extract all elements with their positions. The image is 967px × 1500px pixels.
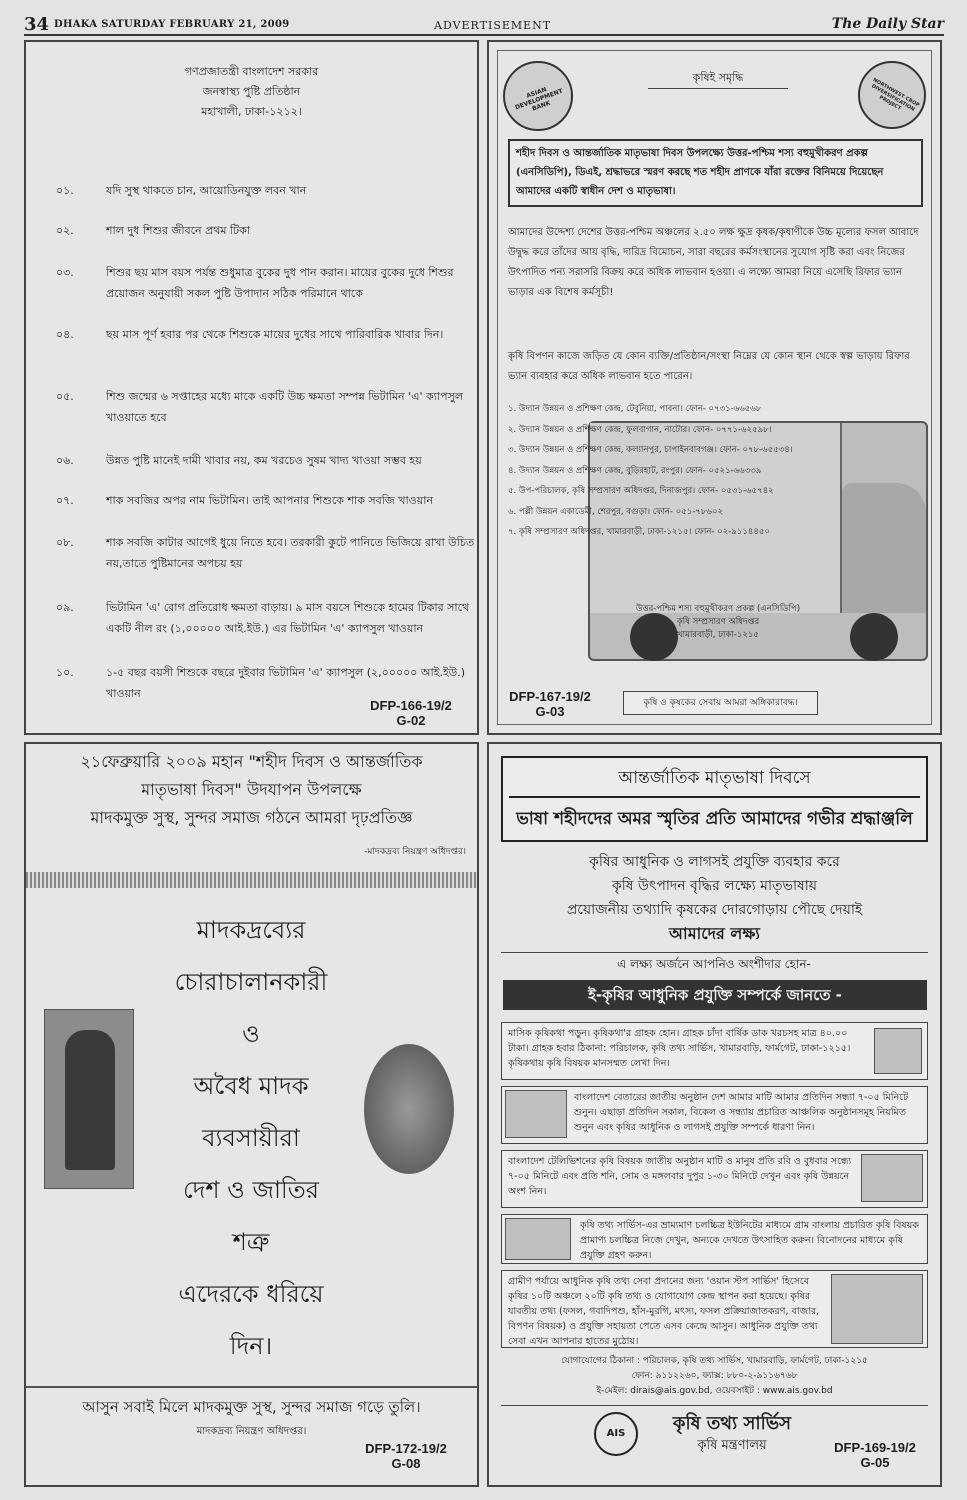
figure-shape	[65, 1030, 115, 1170]
location-item: ৪. উদ্যান উন্নয়ন ও প্রশিক্ষণ কেন্দ্র, বুড়িরহাট, রংপুর। ফোন- ০৫২১-৬৬৩৩৯	[508, 465, 762, 476]
page-header	[24, 14, 944, 36]
join-text: এ লক্ষ্য অর্জনে আপনিও অংশীদার হোন-	[617, 957, 811, 971]
ad-heading	[26, 62, 477, 122]
info-box-radio: বাংলাদেশ বেতারের জাতীয় অনুষ্ঠান দেশ আমার মাটি আমার প্রতিদিন সন্ধ্যা ৭-০৫ মিনিটে শুনুন। এছাড়া প্রতিদিন সকাল, বিকেল ও সন্ধ্যায় প্রচারিত আঞ্চলিক অনুষ্ঠানসমূহ নিয়মিত শুনুন এবং কৃষির আধুনিক ও লাগসই প্রযুক্তি সম্পর্কে ধারণা নিন।	[501, 1086, 928, 1144]
adb-logo-text: ASIAN DEVELOPMENT BANK	[514, 86, 564, 113]
caption-line: উত্তর-পশ্চিম শস্য বহুমুখীকরণ প্রকল্প (এনসিডিপি)	[635, 604, 801, 614]
ad-code-line: DFP-166-19/2	[370, 698, 452, 713]
org-name: কৃষি তথ্য সার্ভিস	[672, 1413, 792, 1434]
ais-logo: AIS	[594, 1412, 638, 1456]
main-message	[126, 904, 376, 1372]
adb-logo	[503, 61, 573, 131]
bottom-message: আসুন সবাই মিলে মাদকমুক্ত সুস্থ, সুন্দর সমাজ গড়ে তুলি।	[82, 1398, 421, 1416]
tip-text: শাক সবজির অপর নাম ভিটামিন। তাই আপনার শিশুকে শাক সবজি খাওয়ান	[106, 494, 434, 507]
computer-center-image	[831, 1274, 923, 1344]
silhouette-figure-image	[44, 1009, 134, 1189]
heading-line: মহাখালী, ঢাকা-১২১২।	[201, 105, 302, 118]
location-item: ৫. উপ-পরিচালক, কৃষি সম্প্রসারণ অধিদপ্তর, দিনাজপুর। ফোন- ০৫৩১-৬৫৭৪২	[508, 486, 774, 496]
tribute-banner	[501, 756, 928, 842]
info-box-mobile-cinema: কৃষি তথ্য সার্ভিস-এর ভ্রাম্যমাণ চলচ্চিত্র ইউনিটের মাধ্যমে গ্রাম বাংলায় প্রচারিত কৃষি বিষয়ক প্রামাণ্য চলচ্চিত্র নিজে দেখুন, অন্যকে দেখতে উৎসাহিত করুন। বিনোদনের মাধ্যমে কৃষি প্রযুক্তি গ্রহণ করুন।	[501, 1214, 928, 1264]
mission-line: প্রয়োজনীয় তথ্যাদি কৃষকের দোরগোড়ায় পৌছে দেয়াই	[566, 902, 863, 918]
ad-code-line: DFP-169-19/2	[834, 1440, 916, 1455]
tip-text: উন্নত পুষ্টি মানেই দামী খাবার নয়, কম খরচেও সুষম খাদ্য খাওয়া সম্ভব হয়	[106, 454, 422, 467]
divider	[26, 1386, 477, 1388]
ad-code	[356, 1441, 456, 1471]
radio-audience-image	[505, 1090, 567, 1138]
goal-text: আমাদের লক্ষ্য	[669, 924, 760, 943]
info-box-one-stop: গ্রামীণ পর্যায়ে আধুনিক কৃষি তথ্য সেবা প্রদানের জন্য 'ওয়ান স্টপ সার্ভিস' হিসেবে কৃষির ১০টি অঞ্চলে ২০টি কৃষি তথ্য ও যোগাযোগ কেন্দ্র স্থাপন করা হয়েছে। কৃষির যাবতীয় তথ্য (ফসল, গবাদিপশু, হাঁস-মুরগি, মৎস্য, ফসল প্রক্রিয়াজাতকরণ, বাজার, বিপণন বিষয়ক) ও প্রযুক্তি সহায়তা পেতে এসব কেন্দ্রে আসুন। আধুনিক প্রযুক্তি তথ্য সেবা এখন আপনার হাতের মুঠোয়।	[501, 1270, 928, 1348]
ncdp-logo-text: NORTHWEST CROP DIVERSIFICATION PROJECT	[870, 77, 921, 113]
van-wheel	[850, 613, 898, 661]
tip-number: ০৬.	[56, 454, 74, 467]
heading-line: গণপ্রজাতন্ত্রী বাংলাদেশ সরকার	[184, 65, 319, 78]
message-line: শত্রু	[232, 1228, 270, 1256]
tip-item	[56, 220, 466, 242]
tip-number: ০৮.	[56, 536, 74, 549]
ad-code	[361, 698, 461, 728]
tip-item	[56, 180, 466, 202]
tip-item	[56, 597, 470, 641]
ais-ad	[487, 742, 942, 1487]
location-item: ৭. কৃষি সম্প্রসারণ অধিদপ্তর, খামারবাড়ী, ঢাকা-১২১৫। ফোন- ০২-৯১১৪৪৫০	[508, 527, 770, 537]
ncdp-ad	[487, 40, 942, 735]
statement-line: ২১ফেব্রুয়ারি ২০০৯ মহান "শহীদ দিবস ও আন্তর্জাতিক	[80, 752, 423, 771]
message-line: অবৈধ মাদক	[193, 1072, 309, 1100]
ad-paragraph: কৃষি বিপণন কাজে জড়িত যে কোন ব্যক্তি/প্রতিষ্ঠান/সংস্থা নিম্নের যে কোন স্থান থেকে স্বল্প ভাড়ায় রিফার ভ্যান ব্যবহার করে অধিক লাভবান হতে পারেন।	[508, 351, 910, 382]
tribute-box: শহীদ দিবস ও আন্তর্জাতিক মাতৃভাষা দিবস উপলক্ষ্যে উত্তর-পশ্চিম শস্য বহুমুখীকরণ প্রকল্প (এনসিডিপি), ডিএই, শ্রদ্ধাভরে স্মরণ করছে শত শহীদ প্রাণকে যাঁরা রক্তের বিনিময়ে দিয়েছেন আমাদের একটি স্বাধীন দেশ ও মাতৃভাষা।	[508, 139, 923, 207]
info-box-television: বাংলাদেশ টেলিভিশনের কৃষি বিষয়ক জাতীয় অনুষ্ঠান মাটি ও মানুষ প্রতি রবি ও বুধবার সন্ধ্যে ৭-০৫ মিনিটে এবং প্রতি শনি, সোম ও মঙ্গলবার দুপুর ১-৩০ মিনিটে দেখুন এবং কৃষি উন্নয়নে অংশ নিন।	[501, 1150, 928, 1208]
tip-number: ০৩.	[56, 266, 74, 279]
tv-program-image	[861, 1154, 923, 1202]
heading-line: জনস্বাস্থ্য পুষ্টি প্রতিষ্ঠান	[202, 85, 301, 98]
tip-text: শাক সবজি কাটার আগেই ধুয়ে নিতে হবে। তরকারী কুটে পানিতে ভিজিয়ে রাখা উচিত নয়,তাতে পুষ্টিমানের অপচয় হয়	[106, 536, 475, 570]
tip-text: শিশু জন্মের ৬ সপ্তাহের মধ্যে মাকে একটি উচ্চ ক্ষমতা সম্পন্ন ভিটামিন 'এ' ক্যাপসুল খাওয়াতে হবে	[106, 390, 464, 424]
message-line: দেশ ও জাতির	[183, 1176, 319, 1204]
ad-code-line: G-02	[396, 713, 426, 728]
divider	[501, 1405, 928, 1406]
tip-number: ০৭.	[56, 494, 74, 507]
ministry-name: কৃষি মন্ত্রণালয়	[697, 1438, 767, 1453]
tip-item	[56, 262, 466, 306]
location-item: ৬. পল্লী উন্নয়ন একাডেমী, শেরপুর, বগুড়া। ফোন- ০৫১-৭৮৬০২	[508, 506, 724, 517]
tip-item	[56, 386, 466, 430]
ad-inner-frame	[497, 50, 932, 725]
van-cab	[842, 483, 926, 613]
contact-line: ই-মেইল: dirais@ais.gov.bd, ওয়েবসাইট : www.ais.gov.bd	[596, 1386, 833, 1396]
mission-text	[489, 850, 940, 946]
section-label: ADVERTISEMENT	[434, 19, 552, 32]
message-line: এদেরকে ধরিয়ে	[178, 1280, 324, 1308]
tip-number: ১০.	[56, 666, 74, 679]
mission-line: কৃষির আধুনিক ও লাগসই প্রযুক্তি ব্যবহার করে	[589, 854, 840, 870]
ad-code	[500, 689, 600, 719]
location-item: ২. উদ্যান উন্নয়ন ও প্রশিক্ষণ কেন্দ্র, ফুলবাগান, নাটোর। ফোন- ০৭৭১-৬২৫৯৮।	[508, 424, 772, 435]
masthead: The Daily Star	[831, 16, 944, 32]
ad-code-line: G-03	[535, 704, 565, 719]
tip-number: ০৪.	[56, 328, 74, 341]
ad-paragraph: আমাদের উদ্দেশ্য দেশের উত্তর-পশ্চিম অঞ্চলের ২.৫০ লক্ষ ক্ষুদ্র কৃষক/কৃষাণীকে উচ্চ মূল্যের ফসল আবাদে উদ্বুদ্ধ করে তাঁদের আয় বৃদ্ধি, দারিদ্র বিমোচন, সারা বছরের কর্মসংস্থানের সুযোগ সৃষ্টি করা এবং নিজের উৎপাদিত পন্য সরাসরি বিক্রয় করে অধিক লাভবান হওয়া। এ লক্ষ্যে আমরা নিয়ে এসেছি রিফার ভ্যান ভাড়ার এক বিশেষ কর্মসূচী!	[508, 227, 919, 298]
banner-line: আন্তর্জাতিক মাতৃভাষা দিবসে	[618, 768, 811, 788]
tip-number: ০৫.	[56, 390, 74, 403]
tip-number: ০১.	[56, 184, 74, 197]
tip-text: যদি সুস্থ থাকতে চান, আয়োডিনযুক্ত লবন খান	[106, 184, 307, 197]
info-box-krishikatha: মাসিক কৃষিকথা পড়ুন। কৃষিকথা'র গ্রাহক হোন। গ্রাহক চাঁদা বার্ষিক ডাক খরচসহ মাত্র ৪০.০০ টাকা। গ্রাহক হবার ঠিকানা: পরিচালক, কৃষি তথ্য সার্ভিস, খামারবাড়ি, ফার্মগেট, ঢাকা-১২১৫। কৃষিকথায় কৃষি বিষয়ক মানসম্মত লেখা দিন।	[501, 1022, 928, 1080]
ad-code	[819, 1440, 931, 1470]
ad-title: কৃষিই সমৃদ্ধি	[648, 69, 788, 89]
message-line: ও	[242, 1020, 260, 1048]
top-signature: -মাদকদ্রব্য নিয়ন্ত্রণ অধিদপ্তর।	[364, 847, 466, 857]
org-block	[647, 1412, 817, 1456]
caption-line: কৃষি সম্প্রসারণ অধিদপ্তর	[676, 617, 760, 627]
ad-code-line: G-05	[860, 1455, 890, 1470]
tip-text: শাল দুধ শিশুর জীবনে প্রথম টিকা	[106, 224, 251, 237]
nutrition-ad	[24, 40, 479, 735]
tip-text: ১-৫ বছর বয়সী শিশুকে বছরে দুইবার ভিটামিন 'এ' ক্যাপসুল (২,০০০০০ আই.ইউ.) খাওয়ান	[106, 666, 466, 700]
dateline: DHAKA SATURDAY FEBRUARY 21, 2009	[54, 19, 290, 30]
cinema-crowd-image	[505, 1218, 571, 1260]
location-item: ১. উদ্যান উন্নয়ন ও প্রশিক্ষণ কেন্দ্র, টেবুনিয়া, পাবনা। ফোন- ০৭৩১-৬৬৫৬৮	[508, 404, 762, 414]
contact-line: যোগাযোগের ঠিকানা : পরিচালক, কৃষি তথ্য সার্ভিস, খামারবাড়ি, ফার্মগেট, ঢাকা-১২১৫	[561, 1356, 868, 1366]
caption-line: খামারবাড়ী, ঢাকা-১২১৫	[677, 630, 759, 640]
pill-oval-image	[364, 1044, 454, 1174]
tip-number: ০৯.	[56, 601, 74, 614]
tip-item	[56, 324, 466, 368]
narcotics-ad	[24, 742, 479, 1487]
message-line: মাদকদ্রব্যের	[196, 916, 306, 944]
tip-text: শিশুর ছয় মাস বয়স পর্যন্ত শুধুমাত্র বুকের দুধ পান করান। মায়ের বুকের দুধে শিশুর প্রয়োজন অনুযায়ী সকল পুষ্টি উপাদান সঠিক পরিমানে থাকে	[106, 266, 454, 300]
top-statement	[26, 748, 477, 832]
tip-text: ছয় মাস পূর্ণ হবার পর থেকে শিশুকে মায়ের দুধের সাথে পারিবারিক খাবার দিন।	[106, 328, 444, 341]
message-line: ব্যবসায়ীরা	[202, 1124, 300, 1152]
location-list	[508, 399, 808, 543]
ad-code-line: G-08	[391, 1456, 421, 1471]
contact-info	[501, 1354, 928, 1399]
statement-line: মাতৃভাষা দিবস" উদযাপন উপলক্ষে	[141, 780, 362, 799]
tip-number: ০২.	[56, 224, 74, 237]
location-item: ৩. উদ্যান উন্নয়ন ও প্রশিক্ষণ কেন্দ্র, কল্যানপুর, চাপাইনবাবগঞ্জ। ফোন- ০৭৮-৬৫৫৩৪।	[508, 445, 793, 455]
dark-banner: ই-কৃষির আধুনিক প্রযুক্তি সম্পর্কে জানতে -	[503, 980, 927, 1010]
page-number: 34	[24, 14, 50, 35]
tip-item	[56, 450, 466, 472]
divider-strip	[26, 872, 477, 888]
slogan-box: কৃষি ও কৃষকের সেবায় আমরা অঙ্গিকারাবদ্ধ।	[623, 691, 818, 715]
ad-code-line: DFP-172-19/2	[365, 1441, 447, 1456]
mission-line: কৃষি উৎপাদন বৃদ্ধির লক্ষ্যে মাতৃভাষায়	[611, 878, 818, 894]
tip-text: ভিটামিন 'এ' রোগ প্রতিরোধ ক্ষমতা বাড়ায়। ৯ মাস বয়সে শিশুকে হামের টিকার সাথে একটি নীল রং (১,০০০০০ আই.ইউ.) এর ভিটামিন 'এ' ক্যাপসুল খাওয়ান	[106, 601, 470, 635]
ad-code-line: DFP-167-19/2	[509, 689, 591, 704]
bottom-signature: মাদকদ্রব্য নিয়ন্ত্রণ অধিদপ্তর।	[196, 1426, 307, 1437]
magazine-image	[874, 1028, 922, 1074]
message-line: দিন।	[229, 1332, 273, 1360]
statement-line: মাদকমুক্ত সুস্থ, সুন্দর সমাজ গঠনে আমরা দৃঢ়প্রতিজ্ঞ	[90, 808, 413, 827]
tip-item	[56, 532, 475, 576]
truck-caption	[588, 603, 848, 642]
banner-line: ভাষা শহীদদের অমর স্মৃতির প্রতি আমাদের গভীর শ্রদ্ধাঞ্জলি	[509, 796, 920, 834]
ncdp-logo	[858, 61, 926, 129]
tip-item	[56, 490, 466, 512]
divider	[501, 952, 928, 953]
message-line: চোরাচালানকারী	[174, 968, 328, 996]
contact-line: ফোন: ৯১১২২৬০, ফ্যাক্স: ৮৮০-২-৯১১৬৭৬৮	[631, 1371, 798, 1381]
